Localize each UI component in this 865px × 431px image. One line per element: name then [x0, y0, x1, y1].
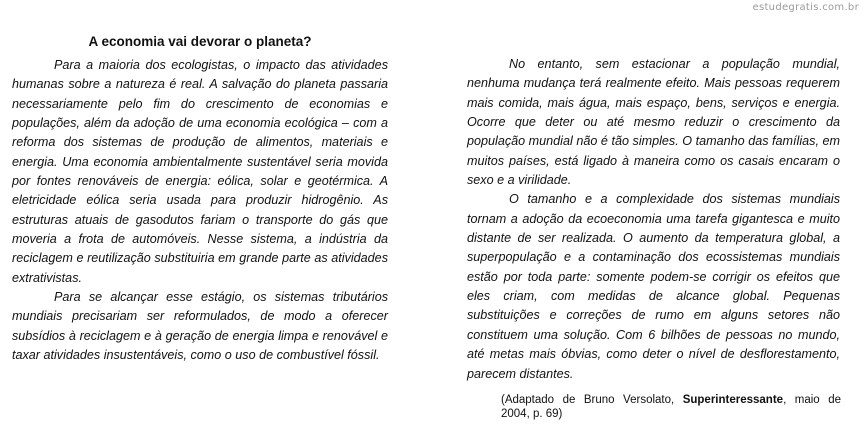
paragraph-1: Para a maioria dos ecologistas, o impacto das atividades humanas sobre a natureza é real. A salvação do planeta passaria necessariamente pelo fim do crescimento de economias e populações, além da adoção de uma economia ecológica – com a reforma dos sistemas de produção de alimentos, materiais e energia. Uma economia ambientalmente sustentável seria movida por fontes renováveis de energia: eólica, solar e geotérmica. A eletricidade eólica seria usada para produzir hidrogênio. As estruturas atuais de gasodutos fariam o transporte do gás que moveria a frota de automóveis. Nesse sistema, a indústria da reciclagem e reutilização substituiria em grande parte as atividades extrativistas.: [12, 58, 388, 285]
source-prefix: (Adaptado de Bruno Versolato,: [501, 394, 683, 406]
left-column: [12, 56, 388, 366]
site-watermark: estudegratis.com.br: [752, 2, 859, 13]
source-suffix: , maio de 2004, p. 69): [501, 394, 841, 420]
article-title: A economia vai devorar o planeta?: [88, 34, 312, 49]
paragraph-2: Para se alcançar esse estágio, os sistemas tributários mundiais precisariam ser reformulados, de modo a oferecer subsídios à reciclagem e à geração de energia limpa e renovável e taxar atividades insustentáveis, como o uso de combustível fóssil.: [12, 290, 388, 363]
right-column: [467, 55, 840, 384]
paragraph-4: O tamanho e a complexidade dos sistemas mundiais tornam a adoção da ecoeconomia uma tarefa gigantesca e muito distante de ser realizada. O aumento da temperatura global, a superpopulação e a contaminação dos ecossistemas mundiais estão por toda parte: somente podem-se corrigir os efeitos que eles criam, com medidas de alcance global. Pequenas substituições e correções de rumo em alguns setores não constituem uma solução. Com 6 bilhões de pessoas no mundo, até metas mais óbvias, como deter o nível de desflorestamento, parecem distantes.: [467, 192, 840, 381]
source-citation: [501, 393, 841, 421]
source-publication: Superinteressante: [682, 394, 784, 406]
paragraph-3: No entanto, sem estacionar a população mundial, nenhuma mudança terá realmente efeito. Mais pessoas requerem mais comida, mais água, mais espaço, bens, serviços e energia. Ocorre que deter ou até mesmo reduzir o crescimento da população mundial não é tão simples. O tamanho das famílias, em muitos países, está ligado à maneira como os casais encaram o sexo e a virilidade.: [467, 57, 840, 188]
